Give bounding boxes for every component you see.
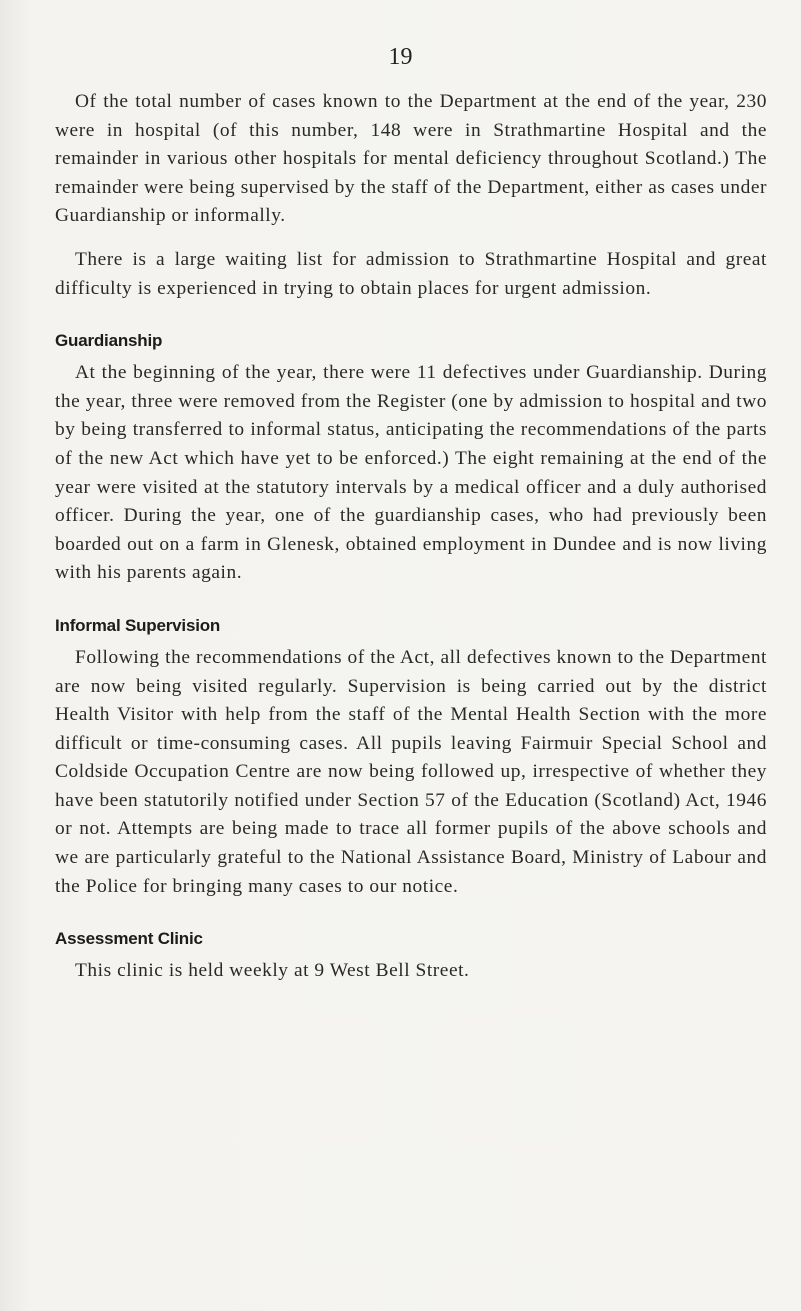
heading-assessment-clinic: Assessment Clinic xyxy=(55,929,203,949)
paragraph-guardianship: At the beginning of the year, there were 11 defectives under Guardianship. During the year, three were removed from the Register (one by admission to hospital and two by being transferred to informal status, anticipating the recommendations of the parts of the new Act which have yet to be enforced.) The eight remaining at the end of the year were visited at the statutory intervals by a medical officer and a duly authorised officer. During the year, one of the guardianship cases, who had previously been boarded out on a farm in Glenesk, obtained employment in Dundee and is now living with his parents again. xyxy=(55,362,767,584)
page-number: 19 xyxy=(388,44,413,70)
paragraph-case-totals: Of the total number of cases known to the Department at the end of the year, 230 were in hospital (of this number, 148 were in Strathmartine Hospital and the remainder in various other hospitals for mental deficiency throughout Scotland.) The remainder were being supervised by the staff of the Department, either as cases under Guardianship or informally. xyxy=(55,91,767,227)
paragraph-assessment-clinic: This clinic is held weekly at 9 West Bell Street. xyxy=(75,960,470,982)
heading-informal-supervision: Informal Supervision xyxy=(55,615,221,635)
heading-guardianship: Guardianship xyxy=(55,331,163,351)
paragraph-informal-supervision: Following the recommendations of the Act, all defectives known to the Department are now being visited regularly. Supervision is being carried out by the district Health Visitor with help from the staff of the Mental Health Section with the more difficult or time-consuming cases. All pupils leaving Fairmuir Special School and Coldside Occupation Centre are now being followed up, irrespective of whether they have been statutorily notified under Section 57 of the Education (Scotland) Act, 1946 or not. Attempts are being made to trace all former pupils of the above schools and we are particularly grateful to the National Assistance Board, Ministry of Labour and the Police for bringing many cases to our notice. xyxy=(55,646,767,897)
page-content xyxy=(55,88,767,986)
paragraph-waiting-list: There is a large waiting list for admission to Strathmartine Hospital and great difficulty is experienced in trying to obtain places for urgent admission. xyxy=(55,248,767,299)
